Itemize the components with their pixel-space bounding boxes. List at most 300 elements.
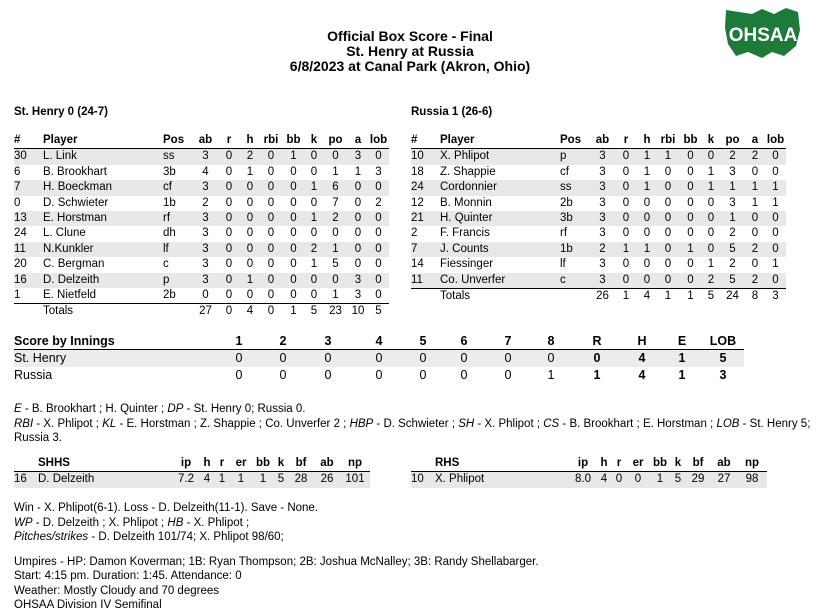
start-info: Start: 4:15 pm. Duration: 1:45. Attendance: 0 bbox=[14, 570, 242, 582]
stat-cell: 3 bbox=[729, 165, 736, 178]
col-header-np: np bbox=[737, 456, 767, 472]
stat-cell: 0 bbox=[664, 227, 672, 240]
inning-score: 0 bbox=[235, 368, 243, 383]
stat-cell: 2 bbox=[202, 196, 209, 209]
pitching-team-name: SHHS bbox=[38, 456, 172, 472]
stat-cell: 1 bbox=[332, 165, 339, 178]
stat-cell: 1 bbox=[707, 165, 715, 178]
stat-cell: 2 bbox=[729, 258, 736, 271]
stat-cell: 0 bbox=[375, 227, 382, 240]
stat-cell: 0 bbox=[310, 227, 318, 240]
stat-cell: 0 bbox=[643, 227, 651, 240]
stat-cell: 0 bbox=[368, 149, 389, 165]
player-row bbox=[14, 149, 389, 165]
inning-header: 2 bbox=[264, 334, 302, 350]
stat-cell: 2 bbox=[240, 149, 260, 165]
stat-cell: 2 bbox=[411, 227, 418, 240]
stat-cell: 0 bbox=[260, 242, 282, 257]
stat-cell: 0 bbox=[687, 227, 694, 240]
col-header-po: po bbox=[720, 133, 745, 149]
col-header-ip: ip bbox=[569, 456, 597, 472]
stat-cell: 21 bbox=[411, 211, 440, 226]
col-header-bb: bb bbox=[679, 133, 702, 149]
stat-cell: 1 bbox=[252, 472, 274, 488]
stat-cell: 0 bbox=[246, 258, 254, 271]
stat-cell: 0 bbox=[679, 149, 702, 165]
col-header-np: np bbox=[340, 456, 370, 472]
stat-cell: E. Nietfeld bbox=[43, 289, 97, 302]
stat-cell: 1 bbox=[230, 472, 252, 488]
stat-cell: 0 bbox=[368, 242, 389, 257]
player-row bbox=[411, 180, 786, 195]
stat-cell: 0 bbox=[354, 196, 362, 209]
inning-header: H bbox=[622, 334, 662, 350]
stat-cell: 98 bbox=[737, 472, 767, 488]
col-header-h: h bbox=[637, 133, 657, 149]
stat-cell: 0 bbox=[267, 196, 275, 209]
stat-cell: 1 bbox=[637, 180, 657, 195]
stat-cell: 1 bbox=[240, 273, 260, 288]
col-header-k: k bbox=[671, 456, 685, 472]
pitching-team-name: RHS bbox=[435, 456, 569, 472]
team-name: St. Henry bbox=[14, 350, 214, 368]
inning-header: LOB bbox=[702, 334, 744, 350]
player-row bbox=[411, 257, 786, 272]
inning-header: 7 bbox=[486, 334, 530, 350]
col-header-ab: ab bbox=[193, 133, 218, 149]
stat-cell: 0 bbox=[225, 196, 233, 209]
col-header-rbi: rbi bbox=[657, 133, 679, 149]
col-header-player: Player bbox=[440, 133, 560, 149]
stat-cell: J. Counts bbox=[440, 242, 560, 257]
game-summary bbox=[14, 501, 814, 613]
stat-cell: 0 bbox=[305, 273, 323, 288]
umpires: Umpires - HP: Damon Koverman; 1B: Ryan Thompson; 2B: Joshua McNalley; 3B: Randy Shellabarger. bbox=[14, 555, 539, 568]
stat-cell: D. Delzeith bbox=[38, 472, 172, 488]
stat-cell: 3 bbox=[193, 211, 218, 226]
stat-cell: 0 bbox=[375, 289, 382, 302]
pitching-header-row bbox=[411, 456, 767, 472]
stat-cell: 1 bbox=[214, 472, 230, 488]
player-row bbox=[411, 242, 786, 257]
inning-header: 8 bbox=[530, 334, 572, 350]
ohsaa-logo bbox=[722, 6, 804, 60]
col-header-r: r bbox=[218, 133, 240, 149]
stat-cell: dh bbox=[163, 227, 176, 240]
stat-cell: 13 bbox=[14, 211, 43, 226]
stat-cell: 1 bbox=[720, 180, 745, 195]
stat-cell: Z. Shappie bbox=[440, 165, 496, 178]
stat-cell: 6 bbox=[14, 165, 21, 178]
col-header-ip: ip bbox=[172, 456, 200, 472]
stat-cell: 3 bbox=[202, 258, 209, 271]
line-score-title: Score by Innings bbox=[14, 334, 214, 350]
col-header-bf: bf bbox=[288, 456, 314, 472]
stat-cell: 5 bbox=[720, 273, 745, 289]
col-header-ab: ab bbox=[590, 133, 615, 149]
col-header-a: a bbox=[348, 133, 368, 149]
col-header-pos: Pos bbox=[560, 133, 590, 149]
col-header-er: er bbox=[230, 456, 252, 472]
inning-header: 6 bbox=[442, 334, 486, 350]
stat-cell: 3 bbox=[599, 165, 606, 178]
stat-cell: 0 bbox=[267, 227, 275, 240]
stat-cell: p bbox=[560, 149, 590, 165]
stat-cell: ss bbox=[163, 149, 193, 165]
stat-cell: cf bbox=[560, 165, 569, 178]
stat-cell: 0 bbox=[290, 289, 297, 302]
stat-cell: 1 bbox=[679, 242, 702, 257]
stat-cell: 1 bbox=[649, 472, 671, 488]
col-header-k: k bbox=[305, 133, 323, 149]
stat-cell: 0 bbox=[260, 149, 282, 165]
stat-cell: 0 bbox=[751, 165, 759, 178]
stat-cell: 0 bbox=[765, 211, 786, 226]
inning-score: 0 bbox=[460, 368, 468, 383]
total-cell: 10 bbox=[348, 304, 368, 320]
stat-cell: 2 bbox=[590, 242, 615, 257]
pitcher-num-header bbox=[411, 456, 435, 472]
stat-cell: 3 bbox=[193, 273, 218, 288]
stat-cell: 1 bbox=[702, 180, 720, 195]
stat-cell: 3 bbox=[375, 165, 382, 178]
stat-cell: 24 bbox=[14, 227, 27, 240]
stat-cell: 0 bbox=[310, 165, 318, 178]
col-header-h: h bbox=[200, 456, 214, 472]
pitcher-num-header bbox=[14, 456, 38, 472]
stat-cell: 3 bbox=[590, 180, 615, 195]
stat-cell: 3 bbox=[590, 211, 615, 226]
inning-score: 0 bbox=[214, 350, 264, 368]
wp-text: - D. Delzeith ; X. Phlipot ; bbox=[32, 516, 168, 529]
stat-cell: 0 bbox=[772, 227, 779, 240]
inning-header: 5 bbox=[404, 334, 442, 350]
inning-score: 4 bbox=[622, 350, 662, 368]
stat-cell: H. Quinter bbox=[440, 211, 560, 226]
stat-cell: F. Francis bbox=[440, 227, 490, 240]
table-header-row bbox=[14, 133, 389, 149]
stat-cell: 1 bbox=[14, 289, 21, 302]
stat-cell: 0 bbox=[368, 211, 389, 226]
stat-cell: 10 bbox=[411, 472, 435, 488]
stat-cell: 30 bbox=[14, 149, 43, 165]
stat-cell: D. Delzeith bbox=[43, 273, 163, 288]
stat-cell: 0 bbox=[707, 227, 715, 240]
stat-cell: 5 bbox=[720, 242, 745, 257]
stat-cell: 0 bbox=[622, 165, 630, 178]
total-cell bbox=[163, 304, 193, 320]
total-cell bbox=[14, 304, 43, 320]
stat-cell: 0 bbox=[611, 472, 627, 488]
stat-cell: 0 bbox=[745, 211, 765, 226]
stat-cell: 3 bbox=[590, 273, 615, 289]
stat-cell: 0 bbox=[310, 289, 318, 302]
stat-cell: 5 bbox=[332, 258, 339, 271]
player-row bbox=[14, 196, 389, 211]
player-row bbox=[14, 165, 389, 180]
stat-cell: 16 bbox=[14, 273, 43, 288]
stat-cell: 0 bbox=[267, 165, 275, 178]
inning-score: 0 bbox=[324, 368, 332, 383]
notes-cs-text: - B. Brookhart ; E. Horstman ; bbox=[559, 417, 717, 430]
inning-header: E bbox=[662, 334, 702, 350]
stat-cell: 1 bbox=[305, 180, 323, 195]
stat-cell: 5 bbox=[671, 472, 685, 488]
inning-score: 1 bbox=[547, 368, 555, 383]
stat-cell: 0 bbox=[240, 180, 260, 195]
stat-cell: 0 bbox=[664, 196, 672, 209]
stat-cell: L. Link bbox=[43, 149, 163, 165]
hb-label: HB bbox=[167, 516, 184, 529]
stat-cell: 2 bbox=[745, 273, 765, 289]
stat-cell: 0 bbox=[375, 258, 382, 271]
line-score-row bbox=[14, 350, 744, 368]
stat-cell: 0 bbox=[664, 165, 672, 178]
stat-cell: 4 bbox=[202, 165, 209, 178]
total-cell: 0 bbox=[218, 304, 240, 320]
total-cell: 1 bbox=[615, 289, 637, 305]
stat-cell: 2 bbox=[375, 196, 382, 209]
stat-cell: 0 bbox=[687, 196, 694, 209]
stat-cell: 2 bbox=[305, 242, 323, 257]
player-row bbox=[14, 242, 389, 257]
pitches-strikes-text: - D. Delzeith 101/74; X. Phlipot 98/60; bbox=[88, 531, 284, 543]
total-cell: 3 bbox=[765, 289, 786, 305]
stat-cell: 0 bbox=[290, 227, 297, 240]
line-score-table bbox=[14, 334, 744, 384]
stat-cell: 11 bbox=[411, 273, 440, 289]
total-cell: 23 bbox=[323, 304, 348, 320]
inning-score: 0 bbox=[530, 350, 572, 368]
total-cell: 27 bbox=[193, 304, 218, 320]
stat-cell: 1 bbox=[282, 149, 305, 165]
stat-cell: X. Phlipot bbox=[435, 472, 569, 488]
total-cell: 0 bbox=[260, 304, 282, 320]
stat-cell: 0 bbox=[348, 180, 368, 195]
stat-cell: 7 bbox=[332, 196, 339, 209]
stat-cell: D. Schwieter bbox=[43, 196, 109, 209]
inning-header: 3 bbox=[302, 334, 354, 350]
pitching-decisions: Win - X. Phlipot(6-1). Loss - D. Delzeith(11-1). Save - None. bbox=[14, 502, 319, 514]
total-cell: Totals bbox=[43, 304, 163, 320]
inning-score: 0 bbox=[354, 350, 404, 368]
stat-cell: 0 bbox=[707, 196, 715, 209]
col-header-ab: ab bbox=[711, 456, 737, 472]
pitches-strikes-label: Pitches/strikes bbox=[14, 531, 89, 543]
inning-score: 0 bbox=[302, 350, 354, 368]
weather: Weather: Mostly Cloudy and 70 degrees bbox=[14, 584, 219, 597]
stat-cell: 0 bbox=[332, 227, 339, 240]
line-score-row bbox=[14, 367, 744, 384]
stat-cell: 2b bbox=[560, 196, 573, 209]
stat-cell: 0 bbox=[657, 180, 679, 195]
notes-kl-label: KL bbox=[102, 417, 117, 430]
col-header-lob: lob bbox=[368, 133, 389, 149]
stat-cell: 0 bbox=[305, 149, 323, 165]
stat-cell: 3 bbox=[193, 149, 218, 165]
inning-score: 0 bbox=[279, 368, 287, 383]
stat-cell: 5 bbox=[274, 472, 288, 488]
stat-cell: 0 bbox=[225, 227, 233, 240]
stat-cell: 1 bbox=[643, 165, 651, 178]
stat-cell: 0 bbox=[657, 242, 679, 257]
total-cell: 24 bbox=[720, 289, 745, 305]
stat-cell: 1b bbox=[560, 242, 590, 257]
stat-cell: 3 bbox=[202, 227, 209, 240]
stat-cell: c bbox=[163, 258, 169, 271]
stat-cell: 1 bbox=[615, 242, 637, 257]
total-cell: 1 bbox=[679, 289, 702, 305]
stat-cell: cf bbox=[163, 180, 193, 195]
stat-cell: 1 bbox=[332, 289, 339, 302]
stat-cell: 1 bbox=[751, 196, 759, 209]
col-header-bb: bb bbox=[252, 456, 274, 472]
stat-cell: 0 bbox=[246, 289, 254, 302]
stat-cell: 0 bbox=[622, 227, 630, 240]
stat-cell: 0 bbox=[679, 180, 702, 195]
notes-e-label: E bbox=[14, 403, 22, 415]
stat-cell: 0 bbox=[702, 211, 720, 226]
matchup: St. Henry at Russia bbox=[346, 43, 474, 59]
col-header-h: h bbox=[597, 456, 611, 472]
stat-cell: 1 bbox=[765, 180, 786, 195]
away-batting-table bbox=[14, 133, 389, 320]
total-cell: 5 bbox=[305, 304, 323, 320]
stat-cell: Co. Unverfer bbox=[440, 273, 560, 289]
stat-cell: Cordonnier bbox=[440, 180, 560, 195]
inning-score: 0 bbox=[442, 350, 486, 368]
stat-cell: L. Clune bbox=[43, 227, 86, 240]
stat-cell: 0 bbox=[657, 211, 679, 226]
stat-cell: C. Bergman bbox=[43, 258, 105, 271]
stat-cell: 20 bbox=[14, 258, 27, 271]
stat-cell: 3 bbox=[590, 149, 615, 165]
stat-cell: 0 bbox=[240, 242, 260, 257]
stat-cell: lf bbox=[560, 258, 566, 271]
stat-cell: 0 bbox=[267, 289, 275, 302]
col-header-r: r bbox=[611, 456, 627, 472]
notes-e-text: - B. Brookhart ; H. Quinter ; bbox=[21, 403, 168, 415]
stat-cell: 0 bbox=[751, 258, 759, 271]
total-cell: 1 bbox=[657, 289, 679, 305]
stat-cell: 2 bbox=[702, 273, 720, 289]
col-header-a: a bbox=[745, 133, 765, 149]
player-row bbox=[411, 196, 786, 211]
stat-cell: 0 bbox=[348, 211, 368, 226]
player-row bbox=[14, 257, 389, 272]
stat-cell: 0 bbox=[246, 196, 254, 209]
notes-sh-text: - X. Phlipot ; bbox=[474, 417, 544, 430]
stat-cell: 1 bbox=[310, 258, 318, 271]
stat-cell: 3 bbox=[354, 289, 362, 302]
stat-cell: 1 bbox=[745, 180, 765, 195]
stat-cell: B. Brookhart bbox=[43, 165, 107, 178]
player-row bbox=[411, 211, 786, 226]
stat-cell: 0 bbox=[282, 211, 305, 226]
col-header-r: r bbox=[214, 456, 230, 472]
stat-cell: 3b bbox=[163, 165, 176, 178]
col-header-bb: bb bbox=[282, 133, 305, 149]
player-row bbox=[14, 226, 389, 241]
inning-score: 0 bbox=[504, 368, 512, 383]
away-team-heading: St. Henry 0 (24-7) bbox=[14, 106, 108, 118]
stat-cell: 0 bbox=[246, 227, 254, 240]
inning-score: 0 bbox=[572, 350, 622, 368]
col-header-num: # bbox=[411, 133, 440, 149]
stat-cell: 2 bbox=[323, 211, 348, 226]
col-header-h: h bbox=[240, 133, 260, 149]
stat-cell: 0 bbox=[282, 242, 305, 257]
player-row bbox=[411, 165, 786, 180]
stat-cell: 0 bbox=[218, 149, 240, 165]
stat-cell: 0 bbox=[290, 196, 297, 209]
stat-cell: N.Kunkler bbox=[43, 242, 163, 257]
notes-lob-text: - St. Henry 5; Russia 3. bbox=[14, 417, 811, 444]
stat-cell: 3 bbox=[193, 180, 218, 195]
stat-cell: 3 bbox=[599, 258, 606, 271]
col-header-ab: ab bbox=[314, 456, 340, 472]
stat-cell: 0 bbox=[765, 242, 786, 257]
stat-cell: 0 bbox=[368, 180, 389, 195]
inning-score: 1 bbox=[593, 368, 601, 383]
stat-cell: 1 bbox=[772, 196, 779, 209]
table-header-row bbox=[411, 133, 786, 149]
notes-hbp-text: - D. Schwieter ; bbox=[373, 417, 459, 430]
notes-dp-label: DP bbox=[167, 403, 184, 415]
wp-label: WP bbox=[14, 516, 33, 529]
stat-cell: 3 bbox=[729, 196, 736, 209]
stat-cell: 8.0 bbox=[569, 472, 597, 488]
line-score-header bbox=[14, 334, 744, 350]
notes-lob-label: LOB bbox=[716, 417, 740, 430]
totals-row bbox=[14, 304, 389, 320]
stat-cell: 1 bbox=[637, 149, 657, 165]
stat-cell: 3 bbox=[348, 273, 368, 288]
stat-cell: 0 bbox=[225, 258, 233, 271]
stat-cell: 0 bbox=[260, 273, 282, 288]
stat-cell: 0 bbox=[290, 165, 297, 178]
pitcher-row bbox=[14, 472, 370, 488]
player-row bbox=[411, 273, 786, 289]
stat-cell: 2 bbox=[729, 227, 736, 240]
stat-cell: 24 bbox=[411, 180, 440, 195]
col-header-r: r bbox=[615, 133, 637, 149]
stat-cell: 0 bbox=[310, 196, 318, 209]
col-header-lob: lob bbox=[765, 133, 786, 149]
stat-cell: 27 bbox=[711, 472, 737, 488]
stat-cell: B. Monnin bbox=[440, 196, 492, 209]
col-header-k: k bbox=[702, 133, 720, 149]
col-header-k: k bbox=[274, 456, 288, 472]
stat-cell: 0 bbox=[323, 149, 348, 165]
inning-score: 1 bbox=[678, 368, 686, 383]
total-cell: 5 bbox=[702, 289, 720, 305]
inning-score: 0 bbox=[264, 350, 302, 368]
player-row bbox=[411, 226, 786, 241]
player-row bbox=[14, 273, 389, 288]
stat-cell: 3 bbox=[193, 242, 218, 257]
stat-cell: 0 bbox=[218, 211, 240, 226]
stat-cell: 0 bbox=[260, 180, 282, 195]
stat-cell: 0 bbox=[323, 273, 348, 288]
player-row bbox=[14, 180, 389, 195]
notes-sh-label: SH bbox=[458, 417, 475, 430]
stat-cell: 0 bbox=[348, 242, 368, 257]
inning-score: 4 bbox=[638, 368, 646, 383]
stat-cell: H. Boeckman bbox=[43, 180, 163, 195]
notes-rbi-label: RBI bbox=[14, 417, 34, 430]
hb-text: - X. Phlipot ; bbox=[183, 516, 250, 529]
